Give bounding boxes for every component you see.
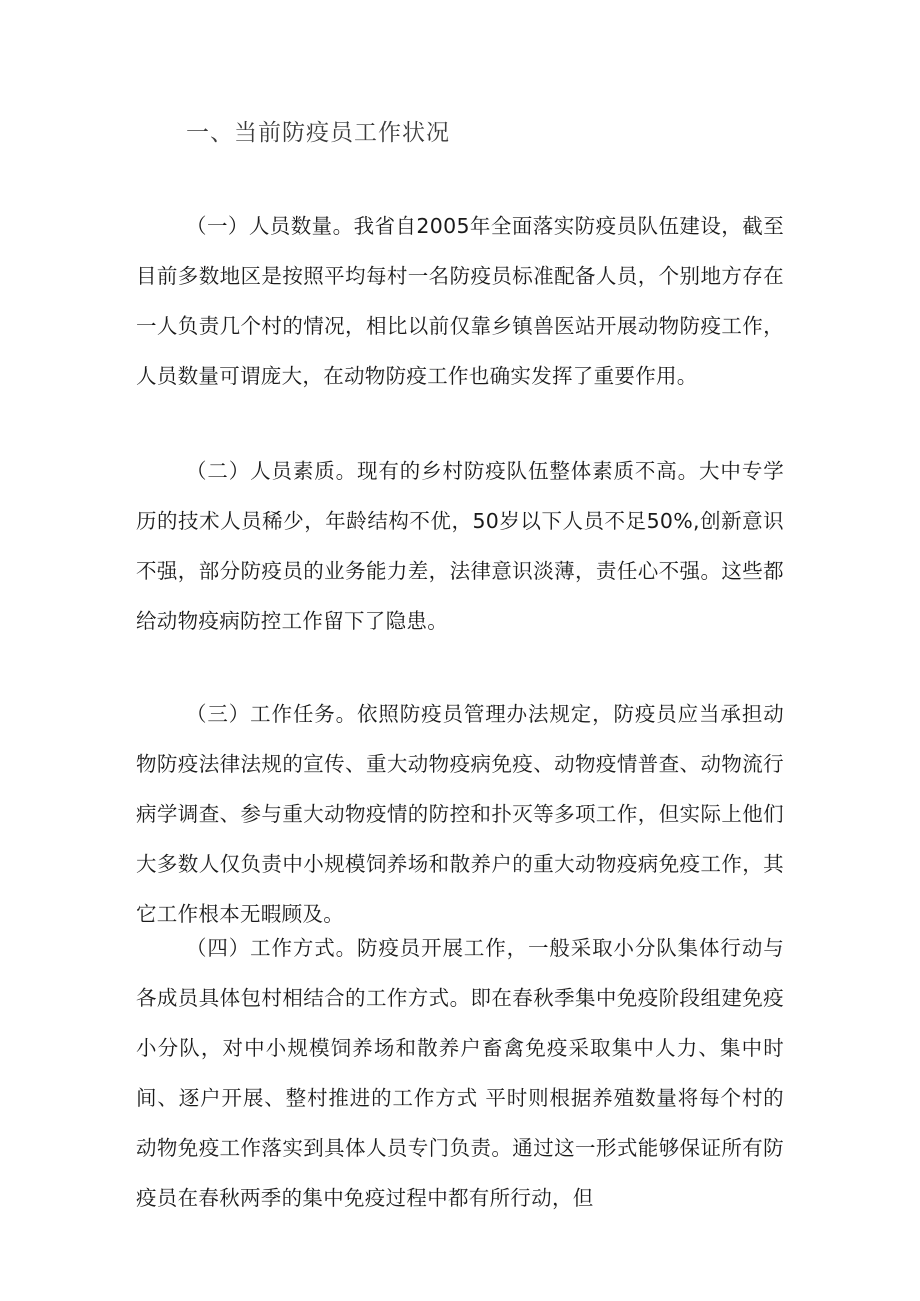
paragraph-staff-quantity: （一）人员数量。我省自2005年全面落实防疫员队伍建设，截至目前多数地区是按照平均每村一名防疫员标准配备人员，个别地方存在一人负责几个村的情况，相比以前仅靠乡镇兽医站开展动物防疫工作，人员数量可谓庞大，在动物防疫工作也确实发挥了重要作用。	[136, 214, 784, 388]
paragraph-staff-quality: （二）人员素质。现有的乡村防疫队伍整体素质不高。大中专学历的技术人员稀少，年龄结构不优，50岁以下人员不足50%,创新意识不强，部分防疫员的业务能力差，法律意识淡薄，责任心不强。这些都给动物疫病防控工作留下了隐患。	[136, 459, 784, 633]
paragraph-work-methods: （四）工作方式。防疫员开展工作，一般采取小分队集体行动与各成员具体包村相结合的工作方式。即在春秋季集中免疫阶段组建免疫小分队，对中小规模饲养场和散养户畜禽免疫采取集中人力、集中时间、逐户开展、整村推进的工作方式 平时则根据养殖数量将每个村的动物免疫工作落实到具体人员专门负责。通过这一形式能够保证所有防疫员在春秋两季的集中免疫过程中都有所行动，但	[136, 936, 784, 1210]
section-heading: 一、当前防疫员工作状况	[186, 120, 450, 146]
paragraph-work-tasks: （三）工作任务。依照防疫员管理办法规定，防疫员应当承担动物防疫法律法规的宣传、重大动物疫病免疫、动物疫情普查、动物流行病学调查、参与重大动物疫情的防控和扑灭等多项工作，但实际上他们大多数人仅负责中小规模饲养场和散养户的重大动物疫病免疫工作，其它工作根本无暇顾及。	[136, 702, 784, 926]
